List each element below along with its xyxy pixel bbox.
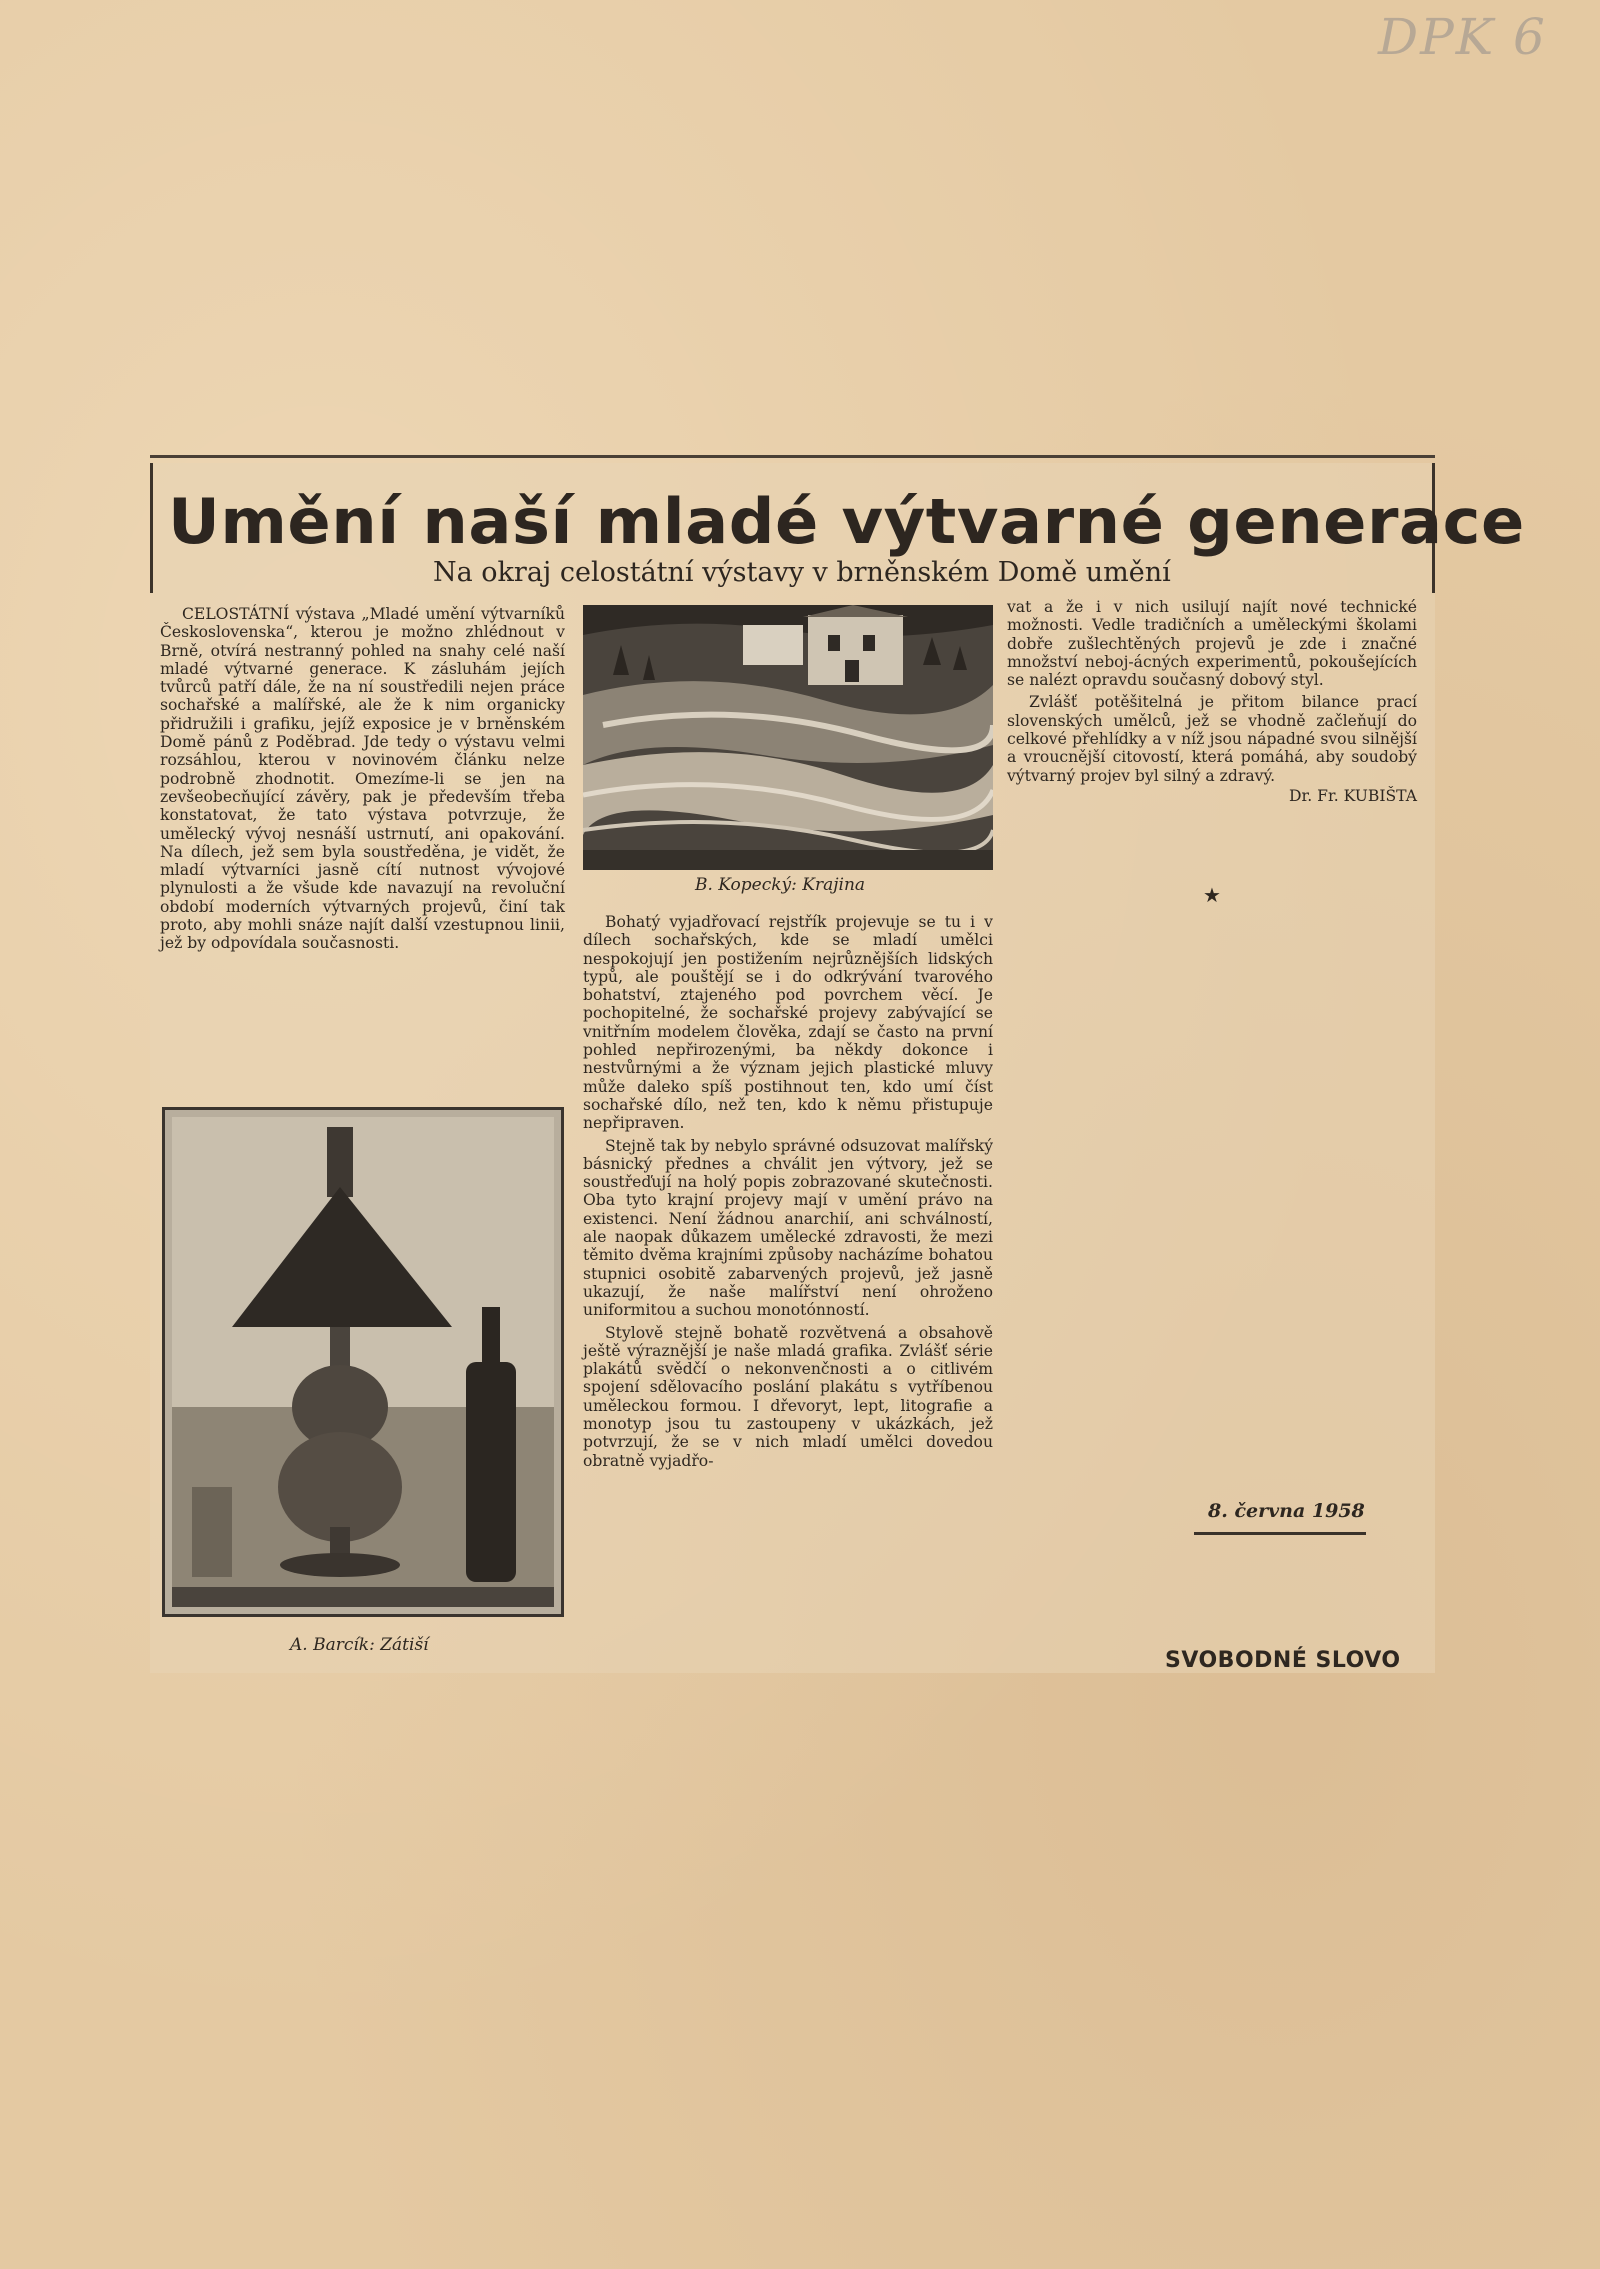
caption-still-life: A. Barcík: Zátiší <box>290 1635 429 1655</box>
landscape-image <box>583 605 993 870</box>
publication-date: 8. června 1958 <box>1208 1500 1365 1522</box>
date-underline <box>1194 1532 1366 1535</box>
paragraph: Stylově stejně bohatě rozvětvená a obsahově ještě výraznější je naše mladá grafika. Zvlášť série plakátů svědčí o nekonvenčnosti a o citlivém spojení sdělovacího poslání plakátu s vytříbenou uměleckou formou. I dřevoryt, lept, litografie a monotyp jsou tu zastoupeny v ukázkách, jež potvrzují, že se v nich mladí umělci dovedou obratně vyjadřo- <box>583 1323 993 1470</box>
article-subheadline: Na okraj celostátní výstavy v brněnském Domě umění <box>433 557 1171 588</box>
article-column-3 <box>1007 598 1417 805</box>
paragraph: vat a že i v nich usilují najít nové technické možnosti. Vedle tradičních a uměleckými školami dobře zušlechtěných projevů je zde i značné množství neboj-ácných experimentů, pokoušejících se nalézt opravdu současný dobový styl. <box>1007 598 1417 690</box>
date-clipping <box>1180 1480 1365 1540</box>
archive-mark: DPK 6 <box>1378 8 1547 66</box>
paragraph: Stejně tak by nebylo správné odsuzovat malířský básnický přednes a chválit jen výtvory, jež se soustřeďují na holý popis zobrazované skutečnosti. Oba tyto krajní projevy mají v umění právo na existenci. Není žádnou anarchií, ani schválností, ale naopak důkazem umělecké zdravosti, že mezi těmito dvěma krajními způsoby nacházíme bohatou stupnici osobitě zabarvených projevů, jež jasně ukazují, že naše malířství není ohroženo uniformitou a suchou monotónností. <box>583 1136 993 1320</box>
paragraph: Zvlášť potěšitelná je přitom bilance prací slovenských umělců, jež se vhodně začleňují do celkové přehlídky a v níž jsou nápadné svou silnější a vroucnější citovostí, která pomáhá, aby soudobý výtvarný projev byl silný a zdravý. <box>1007 693 1417 785</box>
still-life-image <box>162 1107 564 1617</box>
top-rule <box>150 455 1435 458</box>
article-headline: Umění naší mladé výtvarné generace <box>168 485 1525 558</box>
photo-landscape <box>583 605 993 870</box>
photo-still-life <box>162 1107 564 1617</box>
paragraph: CELOSTÁTNÍ výstava „Mladé umění výtvarníků Československa“, kterou je možno zhlédnout v Brně, otvírá nestranný pohled na snahy celé naší mladé výtvarné generace. K zásluhám jejích tvůrců patří dále, že na ní soustředili nejen práce sochařské a malířské, ale že k nim organicky přidružili i grafiku, jejíž exposice je v brněnském Domě pánů z Poděbrad. Jde tedy o výstavu velmi rozsáhlou, kterou v novinovém článku nelze podrobně zhodnotit. Omezíme-li se jen na zevšeobecňující závěry, pak je především třeba konstatovat, že tato výstava potvrzuje, že umělecký vývoj nesnáší ustrnutí, ani opakování. Na dílech, jež sem byla soustředěna, je vidět, že mladí výtvarníci jasně cítí nutnost vývojové plynulosti a že všude kde navazují na revoluční období moderních výtvarných projevů, činí tak proto, aby mohli snáze najít další vzestupnou linii, jež by odpovídala současnosti. <box>160 605 565 953</box>
caption-landscape: B. Kopecký: Krajina <box>695 875 866 895</box>
article-column-1 <box>160 605 565 957</box>
article-column-2 <box>583 913 993 1474</box>
separator-star: ★ <box>1203 883 1221 907</box>
newspaper-name: SVOBODNÉ SLOVO <box>1165 1648 1401 1673</box>
paragraph: Bohatý vyjadřovací rejstřík projevuje se tu i v dílech sochařských, kde se mladí umělci nespokojují jen postižením nejrůznějších lidských typů, ale pouštějí se i do odkrývání tvarového bohatství, ztajeného pod povrchem věcí. Je pochopitelné, že sochařské projevy zabývající se vnitřním modelem člověka, zdají se často na první pohled nepřirozenými, ba někdy dokonce i nestvůrnými a že význam jejich plastické mluvy může daleko spíš postihnout ten, kdo umí číst sochařské dílo, než ten, kdo k němu přistupuje nepřipraven. <box>583 913 993 1133</box>
byline: Dr. Fr. KUBIŠTA <box>1289 786 1417 805</box>
